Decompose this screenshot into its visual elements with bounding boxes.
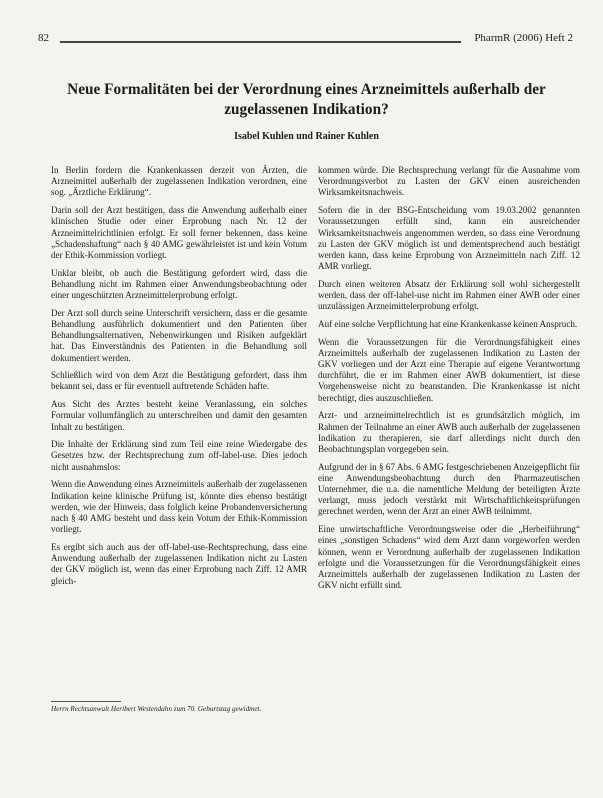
paragraph: Es ergibt sich auch aus der off-label-use-Rechtsprechung, dass eine Anwendung außerhalb der zugelassenen Indikation nicht zu Lasten der GKV möglich ist, wenn das einer Erprobung nach Ziff. 12 AMR gleich-	[51, 541, 307, 586]
footnote-rule	[51, 701, 121, 702]
paragraph: Wenn die Anwendung eines Arzneimittels außerhalb der zugelassenen Indikation keine klinische Prüfung ist, könnte dies ebenso bestätigt werden, wie der Hinweis, dass folglich keine Probandenversicherung nach § 40 AMG besteht und dass kein Votum der Ethik-Kommission vorliegt.	[51, 479, 307, 535]
paragraph: Aus Sicht des Arztes besteht keine Veranlassung, ein solches Formular vollumfänglich zu unterschreiben und damit den gesamten Inhalt zu bestätigen.	[51, 399, 307, 432]
paragraph: Unklar bleibt, ob auch die Bestätigung gefordert wird, dass die Behandlung nicht im Rahmen einer Anwendungsbeobachtung oder einer ungeschützten Arzneimittelerprobung erfolgt.	[51, 267, 307, 301]
right-column	[318, 165, 580, 598]
paragraph: kommen würde. Die Rechtsprechung verlangt für die Ausnahme vom Verordnungsverbot zu Lasten der GKV einen ausreichenden Wirksamkeitsnachweis.	[318, 165, 580, 198]
paragraph: Sofern die in der BSG-Entscheidung vom 19.03.2002 genannten Voraussetzungen erfüllt sind, kann ein ausreichender Wirksamkeitsnachweis angenommen werden, so dass eine Verordnung zu Lasten der GKV möglich ist und dementsprechend auch bestätigt werden kann, dass keine Erprobung von Arzneimitteln nach Ziff. 12 AMR vorliegt.	[318, 205, 580, 272]
article-title: Neue Formalitäten bei der Verordnung eines Arzneimittels außerhalb der zugelassenen Indikation?	[67, 81, 546, 118]
page-number: 82	[38, 32, 49, 44]
journal-reference: PharmR (2006) Heft 2	[474, 32, 573, 44]
paragraph: Darin soll der Arzt bestätigen, dass die Anwendung außerhalb einer klinischen Studie oder einer Erprobung nach Nr. 12 der Arzneimittelrichtlinien erfolgt. Er soll ferner bekennen, dass keine „Schadenshaftung“ nach § 40 AMG gewährleistet ist und kein Votum der Ethik-Kommission vorliegt.	[51, 205, 307, 260]
header-rule	[60, 41, 461, 43]
page-header	[38, 30, 573, 48]
paragraph: Wenn die Voraussetzungen für die Verordnungsfähigkeit eines Arzneimittels außerhalb der zugelassenen Indikation zu Lasten der GKV vorliegen und der Arzt eine Therapie auf eigene Verantwortung durchführt, die er im Rahmen einer AWB dokumentiert, ist diese Vorgehensweise nicht zu beanstanden. Die Krankenkasse ist nicht berechtigt, dies auszuschließen.	[318, 336, 580, 403]
paragraph: Der Arzt soll durch seine Unterschrift versichern, dass er die gesamte Behandlung ausführlich dokumentiert und den Patienten über Behandlungsalternativen, Nebenwirkungen und Risiken aufgeklärt hat. Das Einverständnis des Patienten in die Behandlung soll dokumentiert werden.	[51, 307, 307, 363]
paragraph: Auf eine solche Verpflichtung hat eine Krankenkasse keinen Anspruch.	[318, 318, 578, 329]
paragraph: Eine unwirtschaftliche Verordnungsweise oder die „Herbeiführung“ eines „sonstigen Schadens“ wird dem Arzt dann vorgeworfen werden können, wenn er Verordnung außerhalb der zugelassenen Indikation erfolgte und die Voraussetzungen für die Verordnungsfähigkeit eines Arzneimittels außerhalb der zugelassenen Indikation zu Lasten der GKV nicht erfüllt sind.	[318, 524, 580, 591]
paragraph: Durch einen weiteren Absatz der Erklärung soll wohl sichergestellt werden, dass der off-label-use nicht im Rahmen einer AWB oder einer unzulässigen Arzneimittelerprobung erfolgt.	[318, 278, 580, 312]
paragraph: Die Inhalte der Erklärung sind zum Teil eine reine Wiedergabe des Gesetzes bzw. der Rechtsprechung zum off-label-use. Dies jedoch nicht ausnahmslos:	[51, 439, 307, 472]
paragraph: Arzt- und arzneimittelrechtlich ist es grundsätzlich möglich, im Rahmen der Teilnahme an einer AWB auch außerhalb der zugelassenen Indikation zu therapieren, sie darf allerdings nicht durch den Beobachtungsplan vorgegeben sein.	[318, 410, 580, 454]
article-authors: Isabel Kuhlen und Rainer Kuhlen	[234, 131, 379, 142]
paragraph: In Berlin fordern die Krankenkassen derzeit von Ärzten, die Arzneimittel außerhalb der zugelassenen Indikation verordnen, eine sog. „Ärztliche Erklärung“.	[51, 165, 307, 198]
left-column	[51, 165, 307, 593]
paragraph: Schließlich wird von dem Arzt die Bestätigung gefordert, dass ihm bekannt sei, dass er für eventuell auftretende Schäden hafte.	[51, 370, 307, 392]
footnote: Herrn Rechtsanwalt Heribert Westendahn zum 70. Geburtstag gewidmet.	[51, 705, 262, 713]
paragraph: Aufgrund der in § 67 Abs. 6 AMG festgeschriebenen Anzeigepflicht für eine Anwendungsbeobachtung durch den Pharmazeutischen Unternehmer, die u.a. die namentliche Meldung der beteiligten Ärzte verlangt, muss jedoch verstärkt mit Wirtschaftlichkeitsprüfungen gerechnet werden, wenn der Arzt an einer AWB teilnimmt.	[318, 461, 580, 517]
